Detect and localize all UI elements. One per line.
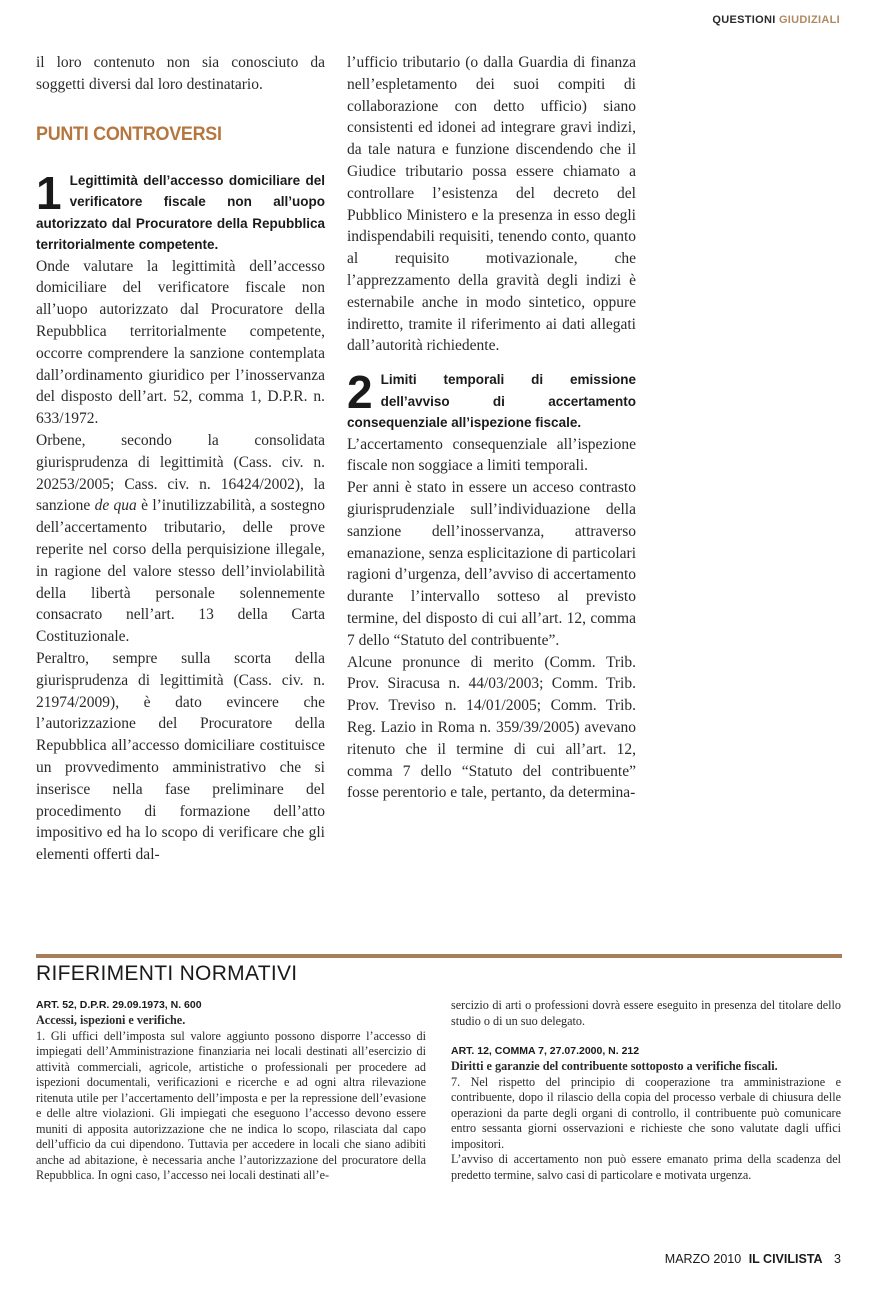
point-2-heading: Limiti temporali di emissione dell’avviso di accertamento consequenziale all’ispezione fiscale. xyxy=(347,372,636,431)
point-1-heading: Legittimità dell’accesso domiciliare del verificatore fiscale non all’uopo autorizzato dal Procuratore della Repubblica territorialmente competente. xyxy=(36,172,325,253)
right-column xyxy=(347,52,636,804)
ref-2-text-1: 7. Nel rispetto del principio di cooperazione tra amministrazione e contribuente, dopo il rilascio della copia del processo verbale di chiusura delle operazioni da parte degli organi di controllo, il contribuente può comunicare entro sessanta giorni osservazioni e richieste che sono valutate dagli uffici impositori. xyxy=(451,1074,841,1151)
continued-paragraph: l’ufficio tributario (o dalla Guardia di finanza nell’espletamento dei suoi compiti di collaborazione con detto ufficio) siano consistenti ed idonei ad integrare gravi indizi, da tale natura e funzione discendendo che il Giudice tributario possa essere chiamato a controllare l’esistenza del decreto del Pubblico Ministero e la presenza in esso degli indispendabili requisiti, tenendo conto, quanto al requisito motivazionale, che l’apprezzamento della gravità degli indizi è esternabile anche in modo sintetico, oppure indiretto, tramite il riferimento ai dati allegati dall’autorità richiedente. xyxy=(347,54,636,355)
point-1-number: 1 xyxy=(36,166,62,219)
ref-1-text: 1. Gli uffici dell’imposta sul valore aggiunto possono disporre l’accesso di impiegati dell’Amministrazione finanziaria nei locali destinati all’esercizio di attività commerciali, agricole, artistiche o professionali per procedere ad ispezioni documentali, verificazioni e ricerche e ad ogni altra rilevazione ritenuta utile per l’accertamento dell’imposta e per la repressione dell’evasione e delle altre violazioni. Gli impiegati che eseguono l’accesso devono essere muniti di apposita autorizzazione che ne indica lo scopo, rilasciata dal capo dell’ufficio da cui dipendono. Tuttavia per accedere in locali che siano adibiti anche ad abitazione, è necessaria anche l’autorizzazione del procuratore della Repubblica. In ogni caso, l’accesso nei locali destinati all’e- xyxy=(36,1028,426,1182)
left-column xyxy=(36,52,325,866)
p2-text-b: è l’inutilizzabilità, a sostegno dell’accertamento tributario, delle prove reperite nel corso della perquisizione illegale, in ragione del valore stesso dell’inviolabilità della libertà personale solennemente consacrato nell’art. 13 della Carta Costituzionale. xyxy=(36,497,325,646)
ref-1-text-continued: sercizio di arti o professioni dovrà essere eseguito in presenza del titolare dello studio o di un suo delegato. xyxy=(451,998,841,1028)
page-footer xyxy=(665,1252,841,1266)
ref-1-heading: ART. 52, D.P.R. 29.09.1973, N. 600 xyxy=(36,999,202,1011)
ref-2-heading: ART. 12, COMMA 7, 27.07.2000, N. 212 xyxy=(451,1045,640,1057)
point-1-paragraph-3: Peraltro, sempre sulla scorta della giurisprudenza di legittimità (Cass. civ. n. 21974/2009), è dato evincere che l’autorizzazione del Procuratore della Repubblica all’accesso domiciliare costituisce un provvedimento amministrativo che si inserisce nella fase preliminare del procedimento di formazione dell’atto impositivo ed ha lo scopo di verificare che gli elementi offerti dal- xyxy=(36,649,325,864)
footer-date: MARZO 2010 xyxy=(664,1252,742,1266)
ref-1-subheading: Accessi, ispezioni e verifiche. xyxy=(36,1013,186,1027)
references-left-column xyxy=(36,998,426,1184)
references-title: RIFERIMENTI NORMATIVI xyxy=(36,962,298,985)
header-part2: GIUDIZIALI xyxy=(778,14,840,26)
point-2-paragraph-2: Per anni è stato in essere un acceso contrasto giurisprudenziale sull’individuazione della sanzione dell’inosservanza, attraverso emanazione, senza esplicitazione di particolari ragioni d’urgenza, dell’avviso di accertamento durante l’intervallo sotteso al previsto termine, del disposto di cui all’art. 12, comma 7 dello “Statuto del contribuente”. xyxy=(347,479,636,649)
point-1-paragraph-1: Onde valutare la legittimità dell’accesso domiciliare del verificatore fiscale non all’uopo autorizzato dal Procuratore della Repubblica territorialmente competente, occorre comprendere la sanzione contemplata dall’ordinamento giuridico per l’inosservanza del disposto dell’art. 52, comma 1, D.P.R. n. 633/1972. xyxy=(36,257,325,428)
page-number: 3 xyxy=(834,1252,841,1266)
ref-2-subheading: Diritti e garanzie del contribuente sottoposto a verifiche fiscali. xyxy=(451,1059,778,1073)
p2-text-a: Orbene, secondo la consolidata giurisprudenza di legittimità (Cass. civ. n. 20253/2005; Cass. civ. n. 16424/2002), la sanzione xyxy=(36,431,325,515)
point-2-paragraph-3: Alcune pronunce di merito (Comm. Trib. Prov. Siracusa n. 44/03/2003; Comm. Trib. Prov. Treviso n. 14/01/2005; Comm. Trib. Reg. Lazio in Roma n. 359/39/2005) avevano ritenuto che il termine di cui all’art. 12, comma 7 dello “Statuto del contribuente” fosse perentorio e tale, pertanto, da determina- xyxy=(347,653,636,802)
point-2 xyxy=(347,366,636,434)
footer-brand: IL CIVILISTA xyxy=(748,1252,823,1266)
point-2-paragraph-1: L’accertamento consequenziale all’ispezione fiscale non soggiace a limiti temporali. xyxy=(347,435,636,475)
ref-2-text-2: L’avviso di accertamento non può essere emanato prima della scadenza del predetto termine, salvo casi di particolare e motivata urgenza. xyxy=(451,1152,841,1182)
references-right-column xyxy=(451,998,841,1183)
running-header xyxy=(712,14,840,26)
header-part1: QUESTIONI xyxy=(712,14,776,26)
point-2-number: 2 xyxy=(347,366,373,419)
p2-italic: de qua xyxy=(94,497,137,515)
point-1-paragraph-2 xyxy=(36,430,325,648)
section-title: PUNTI CONTROVERSI xyxy=(36,122,222,145)
intro-paragraph: il loro contenuto non sia conosciuto da soggetti diversi dal loro destinatario. xyxy=(36,54,325,93)
section-divider xyxy=(36,954,842,958)
point-1 xyxy=(36,166,325,256)
